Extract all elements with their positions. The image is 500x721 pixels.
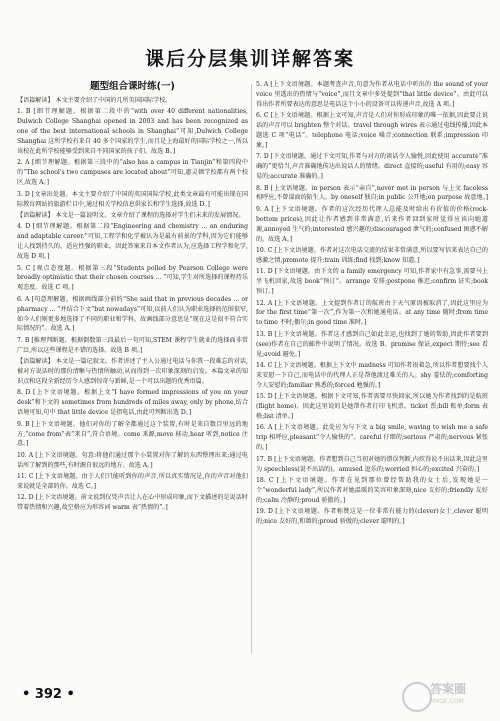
answer-paragraph: 5. A [上下文语境题。本题考查声音,句意为作者从电话中听出的 the sound of your voice 里透出的热情与“voice”,而且文章中多处提到“that little device”。由此可以得出作者所要表达的意思是电话这个小小的设备可以传递声音,故选 A 项。] [256, 81, 488, 108]
answer-paragraph: 9. B [上下文语境题。他们对你的了解全都通过这个装置,有时是来自数百里远的地方,“come from”表“来自”,符合语境。come 来源,move 移动,hear 听到,notice 注意。] [17, 420, 248, 448]
answer-paragraph: 2. A [细节理解题。根据第三段中的“also has a campus in Tianjin”和第四段中的“The school's two campuses are located about”可知,惠灵顿学校都有两个校区,故选 A。] [17, 159, 248, 187]
answer-paragraph: 4. D [细节理解题。根据第二段“Engineering and chemistry ... an enduring and adaptable career.”可知,工程学和化学被认为是最有前景的学科,因为它们能够让人找到持久的、适应性强的职业。因此答案来自本文作者认为,应选择工程学和化学,故选 D 项。] [17, 223, 248, 261]
answer-paragraph: 【语篇解读】 本文是一篇说明文。文章介绍了课程的选择对学生们未来的发展情况。 [17, 211, 245, 219]
page-title: 课后分层集训详解答案 [144, 48, 355, 70]
page-number-value: 392 [34, 687, 62, 702]
answer-paragraph: 8. D [上下文语境题。根据上文“I have formed impressions of you on your desk”和下文的 sometimes from hundreds of miles away, only by phone,结合语境可知,句中 that little device 是指电话,由此可判断出选 D。] [17, 389, 248, 417]
answer-paragraph: 15. D [上下文语境题。根据下文可知,作者需要尽快回家,所以她为作者找到的是航班(flight home)。因此这里说的是她帮作者打印飞机票。ticket 票;bill 账单;form 表格;list 清单。] [256, 393, 488, 420]
page-number [22, 687, 75, 702]
answer-paragraph: 3. D [文章出处题。本文主要介绍了中国的英国国际学校,此类文章最有可能出现在国际教育网站的旅游栏目中,通过相关学校信息供家长和学生选择,故选 D。] [17, 190, 248, 208]
answer-paragraph: 13. B [上下文语境题。作者这才感到自己如此幸运,也找到了她的帮助,因此作者要到(see)作者在自己的邮件中说明了情况。故选 B。promise 保证,expect 期待;see 看见;avoid 避免。] [256, 330, 488, 358]
watermark-logo-icon [402, 682, 432, 712]
answer-paragraph: 10. A [上下文语境题。句意:将他们通过那个小装置对你了解的东西整理出来;通过电话所了解到的那些,有时源自很远的地方。故选 A。] [17, 451, 248, 469]
answer-paragraph: 5. C [观点态度题。根据第三段“Students polled by Pearson College were broadly optimistic that their chosen courses ... ”可知,学生对所选择的课程持乐观态度。故选 C 项。] [17, 264, 248, 292]
right-column [256, 80, 488, 655]
answer-paragraph: 17. B [上下文语境题。作者想到自己当初对她的错误判断,内疚得说不出话来,因此这里为 speechless(说不出话的)。amused 逗乐的;worried 担心的;excited 兴奋的。] [256, 455, 488, 473]
answer-paragraph: 6. C [上下文语境题。根据上文可知,声音是人们对你形成印象的唯一依据,因此要让说话的声音可以 brighten 整个对话。travel through wires 表示通过电线传播,因此本题选 C 项“电话”。telephone 电话;voice 嗓音;connection 联系;impression 印象。] [256, 112, 488, 149]
watermark [400, 676, 495, 716]
answer-paragraph: 【语篇解读】 本文是一篇记叙文。作者讲述了主人公通过电话与你我一段难忘的对话,被对方说话时的那份清晰与热情所触动,从而得到一次印象深刻的启发。本篇文章的知识点和这段全新经历令人感到惊奇与新鲜,是一个可以出题的优秀语篇。 [17, 358, 248, 385]
answer-paragraph: 9. A [上下文语境题。作者的这次经历代理人总能及时给出有价值的价格(rock-bottom prices),因此让作者感到非常满意,后来作者回到家时觉得应该向她道谢,annoyed 生气的;interested 感兴趣的;discouraged 泄气的;confused 困惑不解的。故选 A。] [256, 205, 488, 243]
column-divider [251, 84, 252, 654]
answer-paragraph: 12. D [上下文语境题。前文说到仅凭声音让人在心中形成印象,而下文描述的是说话时带着热情和兴趣,故空格应为形容词 warm 表“热情的”。] [17, 494, 248, 512]
answer-paragraph: 10. C [上下文语境题。作者对这次电话交流的结果非常满意,所以要写信来表达自己的感激之情,promote 提升;train 训练;find 找到;know 知道。] [256, 247, 488, 264]
left-column [17, 80, 248, 655]
page-number-dot: • [66, 687, 75, 702]
section-title: 题型组合课时练(一) [90, 81, 175, 92]
answer-paragraph: 12. A [上下文语境题。上文提到作者订的航班由于天气原因被取消了,因此这里应为 for the first time“第一次”,作为第一次和她通电话。at any time 随时;from time to time 不时;偶尔;in good time 准时。] [256, 299, 488, 327]
answer-paragraph: 16. A [上下文语境题。此处应为与下文 a big smile, waving to wish me a safe trip 相呼应,pleasant“令人愉快的”。careful 仔细的;serious 严肃的;nervous 紧张的。] [256, 424, 488, 452]
watermark-url: MXQE.COM [430, 698, 464, 705]
answer-paragraph: 1. B [细节理解题。根据第二段中的“with over 40 different nationalities, Dulwich College Shanghai opened in 2003 and has been recognized as one of the best international schools in Shanghai”可知,Dulwich College Shanghai 这所学校有来自 40 多个国家的学生,而且是上海最好的国际学校之一,所以该校在此所学校能够受到来自不同国家的孩子们。故选 B。] [17, 108, 248, 156]
answer-paragraph: 7. B [推理判断题。根据倒数第三段最后一句可知,STEM 课程学生就业的选择面非常广泛,所以这些课程是不错的选择。故选 B 项。] [17, 336, 248, 354]
answer-paragraph: 14. C [上下文语境题。根据上下文中 madness 可知作者很着急,所以作者想要找个人来安慰一下自己,而电话中的代理人正是帮他渡过难关的人。shy 羞怯的;comforting 令人安慰的;familiar 熟悉的;forced 勉强的。] [256, 361, 488, 389]
answer-paragraph: 【语篇解读】 本文主要介绍了中国的几所英国国际学校。 [17, 97, 172, 104]
watermark-text: 答案圈 [430, 682, 467, 696]
answer-paragraph: 7. D [下文语境题。通过下文可知,作者与对方的谈话令人愉悦,因此使用 accurate“准确的”更恰当,声音准确地传达出说话人的情绪。direct 直接的;useful 有用的;easy 容易的;accurate 准确的。] [256, 153, 488, 181]
answer-paragraph: 6. A [句意理解题。根据画线部分前的“She said that in previous decades ... or pharmacy ... ”并结合下文“but nowadays”可知,以前人们认为职业选择的范围很窄,如今人们则更多地选择了不同的职业和学科。故画线部分意思是“现在这是很不符合实际情况的”。故选 A。] [17, 295, 248, 333]
answer-paragraph: 18. C [上下文语境题。作者在见到那位曾经帮助我的女士后,发现她是一个“wonderful lady”,所以作者对她温暖的笑容印象深刻,nice 友好的;friendly 友好的;calm 冷静的;proud 骄傲的。] [256, 476, 488, 504]
answer-paragraph: 19. D [上下文语境题。作者称赞这是一位非常有能力的(clever)女士,clever 聪明的;nice 友好的,和蔼的;proud 骄傲的;clever 聪明的。] [256, 508, 488, 526]
answer-paragraph: 11. C [上下文语境题。由于人们只能听到你的声音,所以真实情况是,你的声音对他们来说就是全部的你。故选 C。] [17, 473, 248, 491]
answer-paragraph: 11. D [下文语境题。由下文的 a family emergency 可知,作者家中有急事,需要马上坐飞机回家,故选 book“预订”。arrange 安排;postpone 推迟;confirm 证实;book 预订。] [256, 268, 488, 296]
page-number-dot: • [22, 687, 31, 702]
answer-paragraph: 8. B [上文语境题。in person 表示“亲自”,never met in person 与上文 faceless 相呼应,不曾谋面的陌生人。by oneself 独自;in public 公开地;on purpose 故意地。] [256, 184, 488, 202]
